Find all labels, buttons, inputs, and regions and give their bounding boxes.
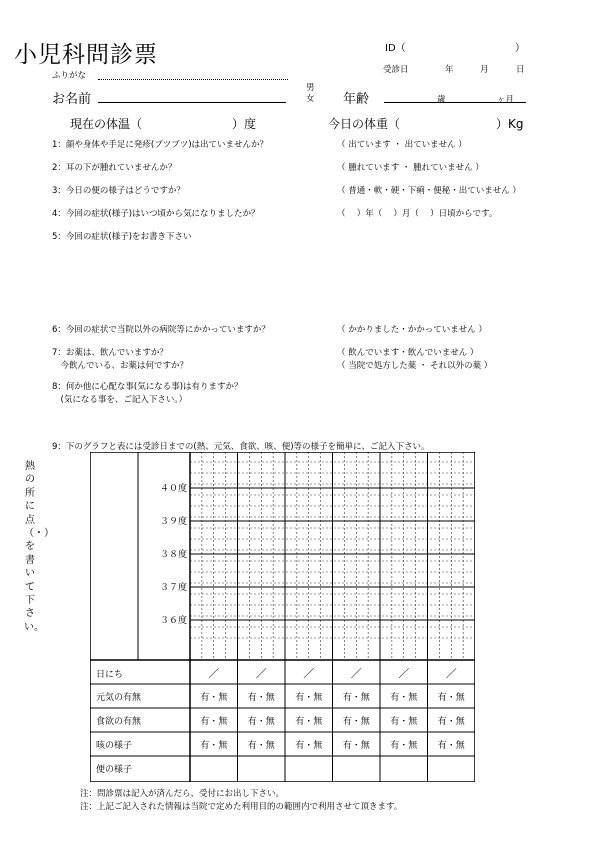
answer-6[interactable]: （ かかりました・かかっていません ） — [337, 325, 487, 335]
gender-male[interactable]: 男 — [306, 83, 315, 93]
temperature-instruction: 熱の所に点（・）を書いて下さい。 — [24, 461, 54, 633]
row-cell-1-2: 有・無 — [295, 717, 323, 727]
name-field[interactable] — [98, 102, 286, 103]
temperature-label-2: ３８度 — [159, 550, 187, 560]
furigana-field[interactable] — [98, 79, 288, 80]
note-2: 注：上記ご記入された情報は当院で定めた利用目的の範囲内で利用させて頂きます。 — [80, 802, 403, 812]
weight-label: 今日の体重（ — [328, 117, 401, 131]
row-cell-2-3: 有・無 — [342, 741, 370, 751]
temperature-label: 現在の体温（ — [70, 117, 143, 131]
row-label-2: 咳の様子 — [96, 741, 133, 751]
temperature-label-0: ４０度 — [159, 484, 187, 494]
question-6: 6：今回の症状で当院以外の病院等にかかっていますか？ — [52, 325, 270, 335]
date-slash-5: ／ — [445, 667, 457, 680]
row-cell-2-1: 有・無 — [247, 741, 275, 751]
note-1: 注：問診票は記入が済んだら、受付にお出し下さい。 — [80, 789, 285, 799]
answer-1[interactable]: （ 出ています ・ 出ていません ） — [337, 140, 467, 150]
age-years-unit: 歳 — [437, 95, 446, 105]
question-7: 7：お薬は、飲んでいますか？ — [52, 348, 168, 358]
temperature-label-3: ３７度 — [159, 583, 187, 593]
date-slash-4: ／ — [398, 667, 410, 680]
question-2: 2：耳の下が腫れていませんか？ — [52, 163, 177, 173]
row-cell-1-5: 有・無 — [437, 717, 465, 727]
age-months-unit: ヶ月 — [497, 95, 515, 105]
question-1: 1：顔や身体や手足に発疹(ブツブツ)は出ていませんか？ — [52, 140, 269, 150]
name-label: お名前 — [52, 92, 92, 107]
question-4: 4：今回の症状(様子)はいつ頃から気になりましたか？ — [52, 209, 260, 219]
row-cell-0-0: 有・無 — [200, 693, 228, 703]
answer-3[interactable]: （ 普通・軟・硬・下痢・便秘・出ていません ） — [337, 186, 521, 196]
id-label: ID（ — [385, 43, 406, 54]
row-cell-0-2: 有・無 — [295, 693, 323, 703]
furigana-label: ふりがな — [52, 71, 87, 81]
row-cell-1-1: 有・無 — [247, 717, 275, 727]
row-label-0: 元気の有無 — [96, 693, 142, 703]
symptom-chart-table[interactable] — [90, 452, 475, 782]
row-cell-0-1: 有・無 — [247, 693, 275, 703]
answer-7[interactable]: （ 飲んでいます・飲んでいません ） — [337, 348, 479, 358]
answer-2[interactable]: （ 腫れています ・ 腫れていません ） — [337, 163, 484, 173]
row-label-3: 便の様子 — [96, 765, 133, 775]
answer-4[interactable]: （ ）年（ ）月（ ）日頃からです。 — [337, 209, 498, 219]
id-close: ） — [515, 43, 525, 54]
question-5: 5：今回の症状(様子)をお書き下さい — [52, 232, 192, 242]
visit-date-label: 受診日 — [383, 65, 409, 75]
row-cell-2-4: 有・無 — [390, 741, 418, 751]
row-cell-1-3: 有・無 — [342, 717, 370, 727]
date-slash-2: ／ — [303, 667, 315, 680]
question-7b: 今飲んでいる、お薬は何ですか？ — [52, 361, 189, 371]
question-8: 8：何か他に心配な事(気になる事)は有りますか？ — [52, 382, 243, 392]
row-label-1: 食欲の有無 — [96, 717, 142, 727]
form-title: 小児科問診票 — [14, 42, 158, 68]
weight-unit: ）Kg — [496, 117, 524, 131]
question-9: 9：下のグラフと表には受診日までの(熱、元気、食欲、咳、便)等の様子を簡単に、ご記入下さい。 — [52, 442, 430, 452]
temperature-label-1: ３９度 — [159, 517, 187, 527]
temperature-label-4: ３６度 — [159, 616, 187, 626]
gender-female[interactable]: 女 — [306, 94, 315, 104]
row-cell-2-0: 有・無 — [200, 741, 228, 751]
visit-year: 年 — [445, 65, 454, 75]
question-8b: (気になる事を、ご記入下さい。） — [52, 395, 188, 405]
date-slash-3: ／ — [350, 667, 362, 680]
row-cell-2-5: 有・無 — [437, 741, 465, 751]
visit-day: 日 — [516, 65, 525, 75]
date-slash-1: ／ — [255, 667, 267, 680]
row-cell-0-3: 有・無 — [342, 693, 370, 703]
age-label: 年齢 — [343, 92, 370, 107]
row-cell-0-4: 有・無 — [390, 693, 418, 703]
date-slash-0: ／ — [208, 667, 220, 680]
row-cell-0-5: 有・無 — [437, 693, 465, 703]
date-row-label: 日にち — [96, 670, 124, 680]
temperature-unit: ）度 — [232, 117, 257, 131]
row-cell-1-4: 有・無 — [390, 717, 418, 727]
visit-month: 月 — [480, 65, 489, 75]
row-cell-2-2: 有・無 — [295, 741, 323, 751]
answer-7b[interactable]: （ 当院で処方した薬 ・ それ以外の薬 ） — [337, 361, 493, 371]
symptom-description-area[interactable] — [60, 245, 540, 315]
question-3: 3：今日の便の様子はどうですか？ — [52, 186, 185, 196]
row-cell-1-0: 有・無 — [200, 717, 228, 727]
chart-grid — [90, 452, 475, 782]
